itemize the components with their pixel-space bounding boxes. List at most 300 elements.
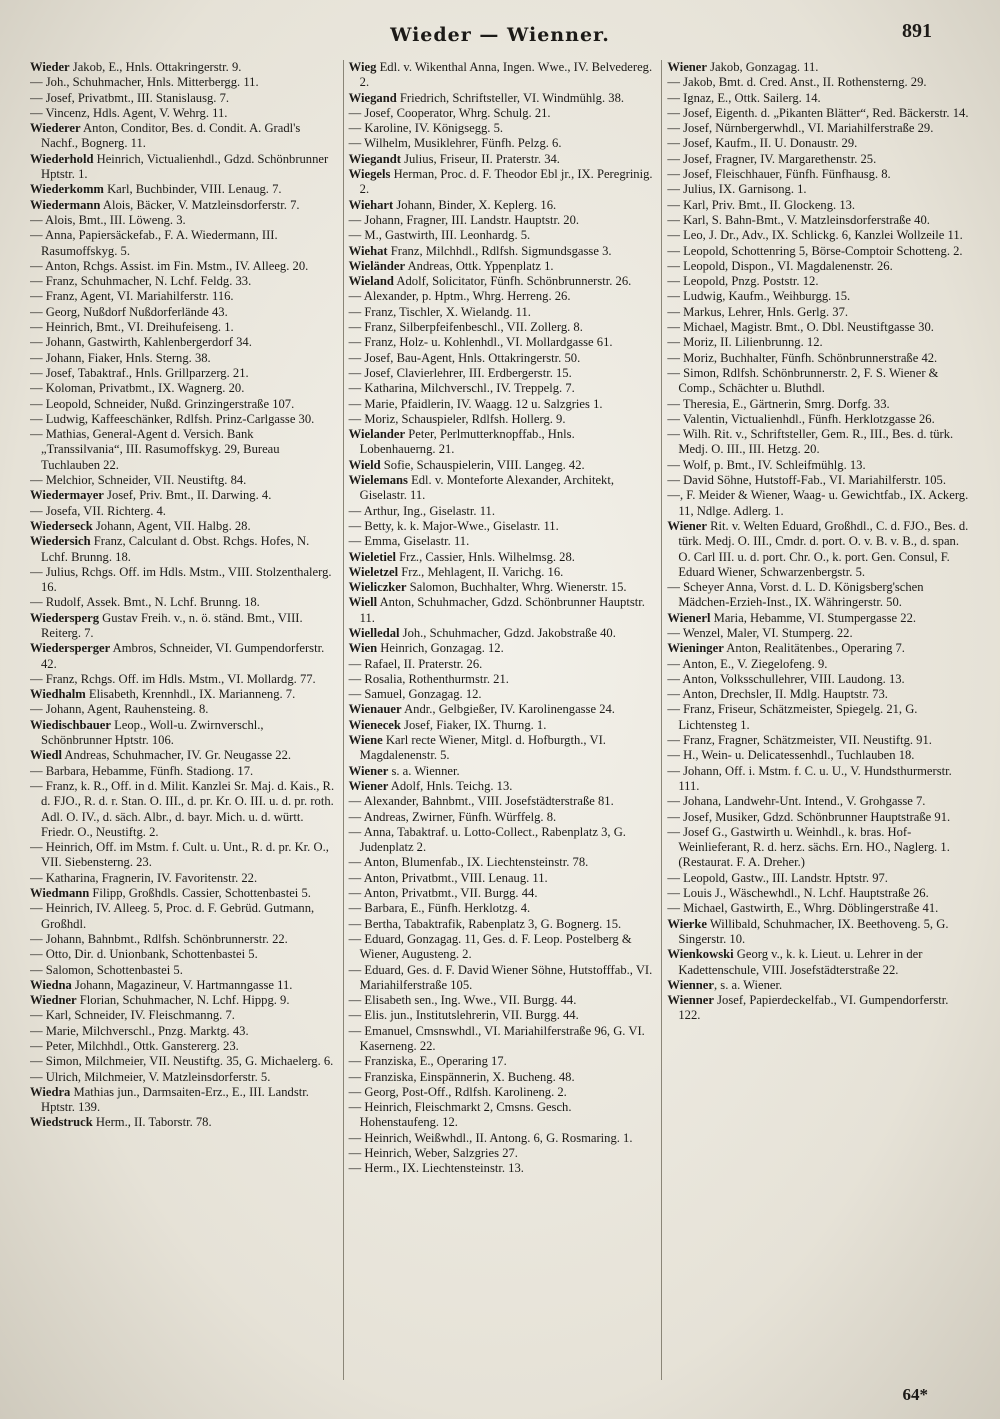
directory-entry [349, 641, 654, 656]
directory-entry [30, 412, 335, 427]
entry-surname: Wiener [667, 60, 707, 74]
entry-text: — Josef, Privatbmt., III. Stanislausg. 7. [30, 90, 230, 105]
entry-surname: Wienner [667, 993, 714, 1008]
entry-text: — Alexander, Bahnbmt., VIII. Josefstädterstraße 81. [348, 794, 614, 809]
entry-text: — Leopold, Schneider, Nußd. Grinzingerstraße 107. [30, 396, 295, 411]
directory-entry [30, 60, 335, 75]
directory-entry [349, 366, 654, 381]
directory-entry [667, 397, 972, 412]
directory-entry [349, 228, 654, 243]
directory-entry [349, 733, 654, 764]
directory-entry [349, 60, 654, 91]
directory-entry [30, 871, 335, 886]
directory-entry [349, 259, 654, 274]
directory-entry [349, 136, 654, 151]
directory-entry [30, 289, 335, 304]
entry-text: —, F. Meider & Wiener, Waag- u. Gewichtfab., IX. Ackerg. 11, Ndlge. Adlerg. 1. [667, 488, 969, 518]
entry-surname: Wienerl [667, 610, 711, 625]
entry-text: — Elis. jun., Institutslehrerin, VII. Burgg. 44. [348, 1008, 579, 1023]
entry-surname: Wiener [348, 778, 389, 793]
directory-entry [667, 641, 972, 656]
entry-text: — Marie, Milchverschl., Pnzg. Marktg. 43. [30, 1023, 249, 1038]
entry-text: Jakob, E., Hnls. Ottakringerstr. 9. [69, 60, 242, 74]
entry-surname: Wien [348, 641, 378, 656]
entry-text: Josef, Papierdeckelfab., VI. Gumpendorferstr. 122. [678, 993, 949, 1023]
directory-entry [349, 550, 654, 565]
entry-text: — Karl, Priv. Bmt., II. Glockeng. 13. [667, 197, 856, 212]
entry-text: Georg v., k. k. Lieut. u. Lehrer in der Kadettenschule, VIII. Josefstädterstraße 22. [678, 947, 923, 977]
entry-text: — Johann, Fiaker, Hnls. Sterng. 38. [30, 350, 211, 365]
entry-text: — Joh., Schuhmacher, Hnls. Mitterbergg. 11. [30, 75, 259, 90]
directory-entry [667, 91, 972, 106]
entry-text: — Anna, Tabaktraf. u. Lotto-Collect., Rabenplatz 3, G. Judenplatz 2. [348, 824, 626, 855]
page-header [0, 18, 1000, 58]
entry-text: Adolf, Hnls. Teichg. 13. [388, 778, 513, 793]
entry-surname: Wiedersperg [30, 610, 100, 625]
directory-entry [667, 886, 972, 901]
entry-text: — Georg, Post-Off., Rdlfsh. Karolineng. 2. [348, 1084, 567, 1099]
directory-entry [30, 1039, 335, 1054]
entry-surname: Wiener [348, 763, 389, 778]
entry-surname: Wiedna [30, 977, 72, 992]
entry-surname: Wiehat [348, 243, 388, 258]
entry-text: Julius, Friseur, II. Praterstr. 34. [400, 151, 560, 166]
entry-text: — M., Gastwirth, III. Leonhardg. 5. [348, 228, 531, 243]
entry-text: — Franz, Rchgs. Off. im Hdls. Mstm., VI. Mollardg. 77. [30, 671, 316, 686]
entry-text: — Vincenz, Hdls. Agent, V. Wehrg. 11. [30, 105, 228, 120]
entry-surname: Wiedischbauer [30, 717, 111, 732]
entry-text: Joh., Schuhmacher, Gdzd. Jakobstraße 40. [399, 625, 616, 640]
directory-entry [349, 519, 654, 534]
entry-text: — Alexander, p. Hptm., Whrg. Herreng. 26. [348, 289, 571, 304]
directory-entry [667, 198, 972, 213]
entry-text: Andreas, Ottk. Yppenplatz 1. [405, 258, 554, 273]
entry-text: Andreas, Schuhmacher, IV. Gr. Neugasse 22. [61, 748, 292, 763]
entry-text: — Heinrich, Weißwhdl., II. Antong. 6, G. Rosmaring. 1. [348, 1130, 633, 1145]
entry-text: — Andreas, Zwirner, Fünfh. Würffelg. 8. [348, 809, 557, 824]
directory-entry [667, 305, 972, 320]
directory-entry [349, 1054, 654, 1069]
directory-entry [667, 136, 972, 151]
entry-text: Rit. v. Welten Eduard, Großhdl., C. d. FJO., Bes. d. türk. Medj. O. III., Cmdr. d. port. O. v. B. v. B., d. span. O. Carl III. u. d. port. Chr. O., k. port. Gen. Consul, F. Eduard Wiener, Schwarzenbergstr. 5. [678, 518, 969, 579]
directory-entry [30, 978, 335, 993]
directory-entry [349, 244, 654, 259]
entry-text: — Anna, Papiersäckefab., F. A. Wiedermann, III. Rasumoffskyg. 5. [30, 228, 278, 258]
entry-text: Adolf, Solicitator, Fünfh. Schönbrunnerstr. 26. [393, 274, 632, 289]
directory-entry [30, 641, 335, 672]
directory-entry [349, 213, 654, 228]
entry-surname: Wield [348, 457, 381, 472]
directory-entry [667, 488, 972, 519]
directory-entry [30, 106, 335, 121]
entry-text: Maria, Hebamme, VI. Stumpergasse 22. [710, 610, 917, 625]
directory-entry [30, 351, 335, 366]
directory-entry [667, 825, 972, 871]
entry-text: — Anton, Blumenfab., IX. Liechtensteinstr. 78. [348, 855, 589, 870]
entry-text: — Leopold, Dispon., VI. Magdalenenstr. 26. [667, 258, 893, 273]
directory-entry [667, 626, 972, 641]
directory-entry [349, 121, 654, 136]
directory-entry [667, 657, 972, 672]
directory-entry [667, 351, 972, 366]
directory-entry [667, 978, 972, 993]
directory-entry [30, 595, 335, 610]
directory-entry [349, 152, 654, 167]
entry-surname: Wiedermann [30, 197, 101, 212]
entry-text: — Johana, Landwehr-Unt. Intend., V. Grohgasse 7. [667, 794, 926, 809]
directory-entry [349, 1070, 654, 1085]
entry-surname: Wielander [348, 427, 406, 442]
entry-text: Edl. v. Monteforte Alexander, Architekt, Giselastr. 11. [359, 473, 614, 503]
entry-text: — Johann, Off. i. Mstm. f. C. u. U., V. Hundsthurmerstr. 111. [667, 763, 952, 793]
entry-surname: Wiedstruck [30, 1115, 93, 1130]
directory-entry [30, 748, 335, 763]
directory-entry [349, 335, 654, 350]
entry-surname: Wiegels [348, 167, 391, 182]
entry-surname: Wielledal [348, 625, 400, 640]
entry-text: Salomon, Buchhalter, Whrg. Wienerstr. 15. [406, 580, 627, 595]
directory-entry [30, 702, 335, 717]
directory-entry [667, 580, 972, 611]
entry-text: Anton, Realitätenbes., Operaring 7. [723, 641, 905, 656]
directory-entry [667, 871, 972, 886]
entry-text: — Josef, Musiker, Gdzd. Schönbrunner Hauptstraße 91. [667, 809, 951, 824]
entry-surname: Wiedra [30, 1084, 71, 1099]
entry-text: Ambros, Schneider, VI. Gumpendorferstr. 42. [41, 641, 325, 671]
directory-entry [30, 488, 335, 503]
entry-text: — Josef, Fragner, IV. Margarethenstr. 25. [667, 151, 877, 166]
entry-text: — Karl, S. Bahn-Bmt., V. Matzleinsdorferstraße 40. [667, 212, 930, 227]
entry-text: — Josefa, VII. Richterg. 4. [30, 503, 166, 518]
entry-text: Anton, Conditor, Bes. d. Condit. A. Gradl's Nachf., Bognerg. 11. [41, 121, 301, 151]
entry-text: — Heinrich, Off. im Mstm. f. Cult. u. Unt., R. d. pr. Kr. O., VII. Siebensterng. 23. [30, 840, 329, 870]
entry-text: Heinrich, Gonzagag. 12. [377, 641, 504, 656]
entry-text: — Michael, Gastwirth, E., Whrg. Döblingerstraße 41. [667, 901, 939, 916]
directory-entry [667, 259, 972, 274]
entry-text: — Eduard, Ges. d. F. David Wiener Söhne, Hutstofffab., VI. Mariahilferstraße 105. [348, 962, 653, 992]
directory-entry [30, 91, 335, 106]
directory-entry [349, 534, 654, 549]
entry-surname: Wierke [667, 916, 707, 931]
entry-text: — Josef, Nürnbergerwhdl., VI. Mariahilferstraße 29. [667, 121, 934, 136]
directory-entry [30, 335, 335, 350]
entry-text: — Barbara, E., Fünfh. Herklotzg. 4. [348, 901, 531, 916]
directory-entry [349, 963, 654, 994]
directory-entry [30, 259, 335, 274]
entry-text: Josef, Fiaker, IX. Thurng. 1. [400, 717, 547, 732]
entry-surname: Wieländer [348, 258, 406, 273]
entry-surname: Wiehart [348, 197, 394, 212]
directory-entry [667, 274, 972, 289]
directory-entry [30, 534, 335, 565]
entry-text: — Anton, Drechsler, II. Mdlg. Hauptstr. 73. [667, 687, 888, 702]
entry-text: Frz., Cassier, Hnls. Wilhelmsg. 28. [396, 549, 575, 564]
entry-text: — Jakob, Bmt. d. Cred. Anst., II. Rothensterng. 29. [667, 75, 927, 90]
directory-entry [349, 1008, 654, 1023]
directory-entry [349, 351, 654, 366]
entry-text: — Arthur, Ing., Giselastr. 11. [348, 503, 495, 518]
directory-entry [667, 993, 972, 1024]
entry-text: — Johann, Agent, Rauhensteing. 8. [30, 702, 209, 717]
directory-entry [349, 901, 654, 916]
entry-text: — Katharina, Milchverschl., IV. Treppelg. 7. [348, 381, 575, 396]
entry-text: Jakob, Gonzagag. 11. [706, 60, 819, 74]
entry-text: — Herm., IX. Liechtensteinstr. 13. [348, 1161, 524, 1176]
entry-surname: Wiederhold [30, 151, 94, 166]
entry-text: — Salomon, Schottenbastei 5. [30, 962, 183, 977]
directory-entry [667, 764, 972, 795]
entry-text: — Leo, J. Dr., Adv., IX. Schlickg. 6, Kanzlei Wollzeile 11. [667, 228, 963, 243]
directory-entry [30, 75, 335, 90]
entry-text: — Otto, Dir. d. Unionbank, Schottenbastei 5. [30, 947, 258, 962]
entry-text: Mathias jun., Darmsaiten-Erz., E., III. Landstr. Hptstr. 139. [41, 1084, 309, 1115]
directory-entry [349, 1085, 654, 1100]
entry-text: — Markus, Lehrer, Hnls. Gerlg. 37. [667, 304, 849, 319]
directory-entry [349, 825, 654, 856]
entry-text: — Heinrich, Bmt., VI. Dreihufeiseng. 1. [30, 320, 234, 335]
directory-entry [30, 687, 335, 702]
entry-surname: Wiener [667, 518, 707, 533]
entry-text: — Elisabeth sen., Ing. Wwe., VII. Burgg. 44. [348, 993, 577, 1008]
entry-text: — Johann, Bahnbmt., Rdlfsh. Schönbrunnerstr. 22. [30, 931, 288, 946]
entry-text: — Betty, k. k. Major-Wwe., Giselastr. 11. [348, 518, 559, 533]
column-3 [661, 60, 972, 1380]
entry-surname: Wiederseck [30, 518, 93, 533]
entry-text: — Josef G., Gastwirth u. Weinhdl., k. bras. Hof-Weinlieferant, R. d. herz. sächs. Ern. HO., Naglerg. 1. (Restaurat. F. A. Dreher.) [667, 824, 950, 870]
directory-entry [667, 412, 972, 427]
directory-entry [349, 1146, 654, 1161]
entry-text: — Rafael, II. Praterstr. 26. [348, 656, 483, 671]
directory-entry [349, 702, 654, 717]
directory-entry [30, 228, 335, 259]
entry-text: — Wilh. Rit. v., Schriftsteller, Gem. R., III., Bes. d. türk. Medj. O. III., III. Hetzg. 20. [667, 427, 954, 457]
entry-text: — Moriz, Schauspieler, Rdlfsh. Hollerg. 9. [348, 411, 566, 426]
entry-text: Willibald, Schuhmacher, IX. Beethoveng. 5, G. Singerstr. 10. [678, 916, 949, 946]
entry-text: — Josef, Kaufm., II. U. Donaustr. 29. [667, 136, 858, 151]
directory-entry [30, 963, 335, 978]
entry-text: Peter, Perlmutterknopffab., Hnls. Lobenhauerng. 21. [359, 427, 575, 457]
entry-text: Franz, Milchhdl., Rdlfsh. Sigmundsgasse 3. [387, 243, 612, 258]
directory-entry [667, 167, 972, 182]
entry-text: — Franz, k. R., Off. in d. Milit. Kanzlei Sr. Maj. d. Kais., R. d. FJO., R. d. r. Stan. O. III., d. pr. Kr. O. III. u. d. pr. roth. Adl. O. IV., d. säch. Albr., d. bayr. Mich. u. d. württ. Friedr. O., Neustiftg. 2. [30, 778, 335, 839]
entry-text: — Theresia, E., Gärtnerin, Smrg. Dorfg. 33. [667, 396, 890, 411]
entry-text: — Bertha, Tabaktrafik, Rabenplatz 3, G. Bognerg. 15. [348, 916, 622, 931]
entry-surname: Wiederkomm [30, 182, 104, 197]
entry-text: — Josef, Clavierlehrer, III. Erdbergerstr. 15. [348, 365, 572, 380]
directory-entry [349, 274, 654, 289]
entry-text: — Katharina, Fragnerin, IV. Favoritenstr. 22. [30, 870, 258, 885]
directory-entry [349, 993, 654, 1008]
entry-surname: Wieliczker [348, 580, 407, 595]
entry-surname: Wienauer [348, 702, 402, 717]
entry-text: — Ulrich, Milchmeier, V. Matzleinsdorferstr. 5. [30, 1069, 271, 1084]
directory-entry [349, 289, 654, 304]
entry-text: — Wilhelm, Musiklehrer, Fünfh. Pelzg. 6. [348, 136, 562, 151]
entry-text: — Louis J., Wäschewhdl., N. Lchf. Hauptstraße 26. [667, 886, 929, 901]
entry-text: Herm., II. Taborstr. 78. [92, 1115, 212, 1130]
entry-text: — Franziska, Einspännerin, X. Bucheng. 48. [348, 1069, 575, 1084]
entry-text: — Valentin, Victualienhdl., Fünfh. Herklotzgasse 26. [667, 411, 935, 426]
directory-entry [667, 182, 972, 197]
directory-entry [349, 320, 654, 335]
directory-entry [349, 794, 654, 809]
directory-entry [30, 213, 335, 228]
directory-entry [349, 886, 654, 901]
directory-entry [349, 672, 654, 687]
directory-entry [349, 1024, 654, 1055]
directory-entry [349, 871, 654, 886]
entry-surname: Wieland [348, 274, 394, 289]
entry-text: — Wenzel, Maler, VI. Stumperg. 22. [667, 625, 853, 640]
entry-text: — David Söhne, Hutstoff-Fab., VI. Mariahilferstr. 105. [667, 473, 947, 488]
entry-text: — Heinrich, Fleischmarkt 2, Cmsns. Gesch. Hohenstaufeng. 12. [348, 1100, 572, 1130]
directory-entry [349, 718, 654, 733]
entry-text: Anton, Schuhmacher, Gdzd. Schönbrunner Hauptstr. 11. [359, 595, 645, 625]
entry-text: — Anton, Privatbmt., VIII. Lenaug. 11. [348, 870, 548, 885]
entry-text: — Karoline, IV. Königsegg. 5. [348, 121, 504, 136]
entry-text: Josef, Priv. Bmt., II. Darwing. 4. [103, 488, 272, 503]
entry-surname: Wieg [348, 60, 377, 74]
directory-entry [667, 473, 972, 488]
entry-text: — Koloman, Privatbmt., IX. Wagnerg. 20. [30, 381, 245, 396]
entry-text: — Franz, Holz- u. Kohlenhdl., VI. Mollardgasse 61. [348, 335, 613, 350]
directory-entry [667, 60, 972, 75]
entry-surname: Wiedner [30, 993, 77, 1008]
directory-entry [667, 335, 972, 350]
entry-surname: Wiene [348, 733, 383, 748]
directory-entry [667, 687, 972, 702]
entry-surname: Wieninger [667, 641, 724, 656]
directory-entry [30, 1085, 335, 1116]
entry-text: — Eduard, Gonzagag. 11, Ges. d. F. Leop. Postelberg & Wiener, Augusteng. 2. [348, 931, 632, 962]
entry-text: Filipp, Großhdls. Cassier, Schottenbastei 5. [89, 886, 311, 901]
directory-entry [667, 320, 972, 335]
directory-entry [349, 1131, 654, 1146]
entry-text: — Georg, Nußdorf Nußdorferlände 43. [30, 304, 228, 319]
entry-text: — Leopold, Gastw., III. Landstr. Hptstr. 97. [667, 870, 888, 885]
directory-entry [30, 504, 335, 519]
directory-entry [349, 580, 654, 595]
entry-text: Gustav Freih. v., n. ö. ständ. Bmt., VIII. Reiterg. 7. [41, 610, 303, 640]
directory-entry [349, 305, 654, 320]
entry-text: — Johann, Fragner, III. Landstr. Hauptstr. 20. [348, 212, 580, 227]
entry-surname: Wienkowski [667, 947, 734, 962]
directory-entry [667, 611, 972, 626]
entry-text: — Johann, Gastwirth, Kahlenbergerdorf 34. [30, 335, 252, 350]
directory-entry [667, 519, 972, 580]
directory-entry [30, 901, 335, 932]
entry-text: Karl recte Wiener, Mitgl. d. Hofburgth., VI. Magdalenenstr. 5. [359, 733, 606, 763]
entry-text: — Simon, Rdlfsh. Schönbrunnerstr. 2, F. S. Wiener & Comp., Schächter u. Bluthdl. [667, 365, 939, 396]
entry-text: — Anton, Rchgs. Assist. im Fin. Mstm., IV. Alleeg. 20. [30, 258, 309, 273]
directory-entry [667, 213, 972, 228]
directory-entry [349, 504, 654, 519]
entry-text: — Samuel, Gonzagag. 12. [348, 687, 482, 702]
directory-entry [349, 595, 654, 626]
entry-text: — Michael, Magistr. Bmt., O. Dbl. Neustiftgasse 30. [667, 320, 934, 335]
entry-text: — Emma, Giselastr. 11. [348, 534, 470, 549]
directory-entry [30, 672, 335, 687]
directory-entry [30, 1024, 335, 1039]
entry-text: — Ignaz, E., Ottk. Sailerg. 14. [667, 90, 821, 105]
entry-text: — Barbara, Hebamme, Fünfh. Stadiong. 17. [30, 763, 254, 778]
entry-text: — Franziska, E., Operaring 17. [348, 1054, 507, 1069]
directory-entry [30, 397, 335, 412]
entry-text: — Josef, Fleischhauer, Fünfh. Fünfhausg. 8. [667, 167, 891, 182]
entry-text: Florian, Schuhmacher, N. Lchf. Hippg. 9. [76, 993, 290, 1008]
directory-entry [667, 458, 972, 473]
entry-surname: Wienner [667, 977, 714, 992]
entry-text: Alois, Bäcker, V. Matzleinsdorferstr. 7. [100, 197, 300, 212]
directory-entry [30, 1070, 335, 1085]
running-head: Wieder — Wienner. [390, 24, 610, 46]
directory-entry [667, 733, 972, 748]
entry-text: — Josef, Bau-Agent, Hnls. Ottakringerstr. 50. [348, 350, 581, 365]
directory-entry [349, 458, 654, 473]
entry-text: — Franz, Friseur, Schätzmeister, Spiegelg. 21, G. Lichtensteg 1. [667, 702, 918, 732]
entry-text: — Anton, Volksschullehrer, VIII. Laudong. 13. [667, 671, 905, 686]
directory-entry [30, 305, 335, 320]
entry-surname: Wieder [30, 60, 70, 74]
entry-text: Herman, Proc. d. F. Theodor Ebl jr., IX. Peregrinig. 2. [359, 167, 653, 197]
directory-entry [349, 565, 654, 580]
directory-entry [667, 289, 972, 304]
column-1 [30, 60, 335, 1380]
directory-entry [349, 397, 654, 412]
entry-text: Johann, Binder, X. Keplerg. 16. [393, 197, 557, 212]
entry-text: — Moriz, II. Lilienbrunng. 12. [667, 335, 823, 350]
entry-text: Andr., Gelbgießer, IV. Karolinengasse 24. [401, 702, 615, 717]
directory-entry [30, 121, 335, 152]
directory-entry [349, 779, 654, 794]
entry-text: — Scheyer Anna, Vorst. d. L. D. Königsberg'schen Mädchen-Erzieh-Inst., IX. Währingerstr. 50. [667, 580, 924, 610]
columns [30, 60, 972, 1380]
directory-entry [667, 121, 972, 136]
directory-entry [30, 779, 335, 840]
directory-entry [30, 152, 335, 183]
directory-entry [30, 1008, 335, 1023]
directory-entry [349, 917, 654, 932]
entry-text: — Josef, Eigenth. d. „Pikanten Blätter“, Red. Bäckerstr. 14. [667, 105, 969, 120]
entry-text: — Melchior, Schneider, VII. Neustiftg. 84. [30, 473, 247, 488]
page-number: 891 [902, 20, 932, 42]
directory-entry [30, 947, 335, 962]
directory-entry [349, 381, 654, 396]
entry-surname: Wiedersich [30, 534, 91, 549]
entry-text: — Mathias, General-Agent d. Versich. Bank „Transsilvania“, III. Rasumoffskyg. 29, Bureau Tuchlauben 22. [30, 427, 280, 472]
directory-entry [30, 320, 335, 335]
entry-text: — Heinrich, Weber, Salzgries 27. [348, 1146, 518, 1161]
entry-text: — Josef, Tabaktraf., Hnls. Grillparzerg. 21. [30, 365, 249, 380]
directory-entry [30, 1054, 335, 1069]
directory-entry [667, 748, 972, 763]
directory-entry [667, 794, 972, 809]
entry-text: — Leopold, Pnzg. Poststr. 12. [667, 274, 819, 289]
directory-entry [30, 427, 335, 473]
entry-text: — Rudolf, Assek. Bmt., N. Lchf. Brunng. 18. [30, 595, 260, 610]
entry-text: — Peter, Milchhdl., Ottk. Ganstererg. 23. [30, 1039, 239, 1053]
directory-entry [349, 657, 654, 672]
directory-entry [30, 366, 335, 381]
entry-surname: Wiedermayer [30, 488, 104, 503]
directory-entry [30, 473, 335, 488]
directory-entry [349, 932, 654, 963]
entry-text: Edl. v. Wikenthal Anna, Ingen. Wwe., IV. Belvedereg. 2. [359, 60, 653, 90]
directory-entry [667, 152, 972, 167]
sheet-signature: 64* [902, 1385, 928, 1404]
entry-surname: Wienecek [348, 717, 401, 732]
entry-text: — Franz, Fragner, Schätzmeister, VII. Neustiftg. 91. [667, 733, 932, 748]
